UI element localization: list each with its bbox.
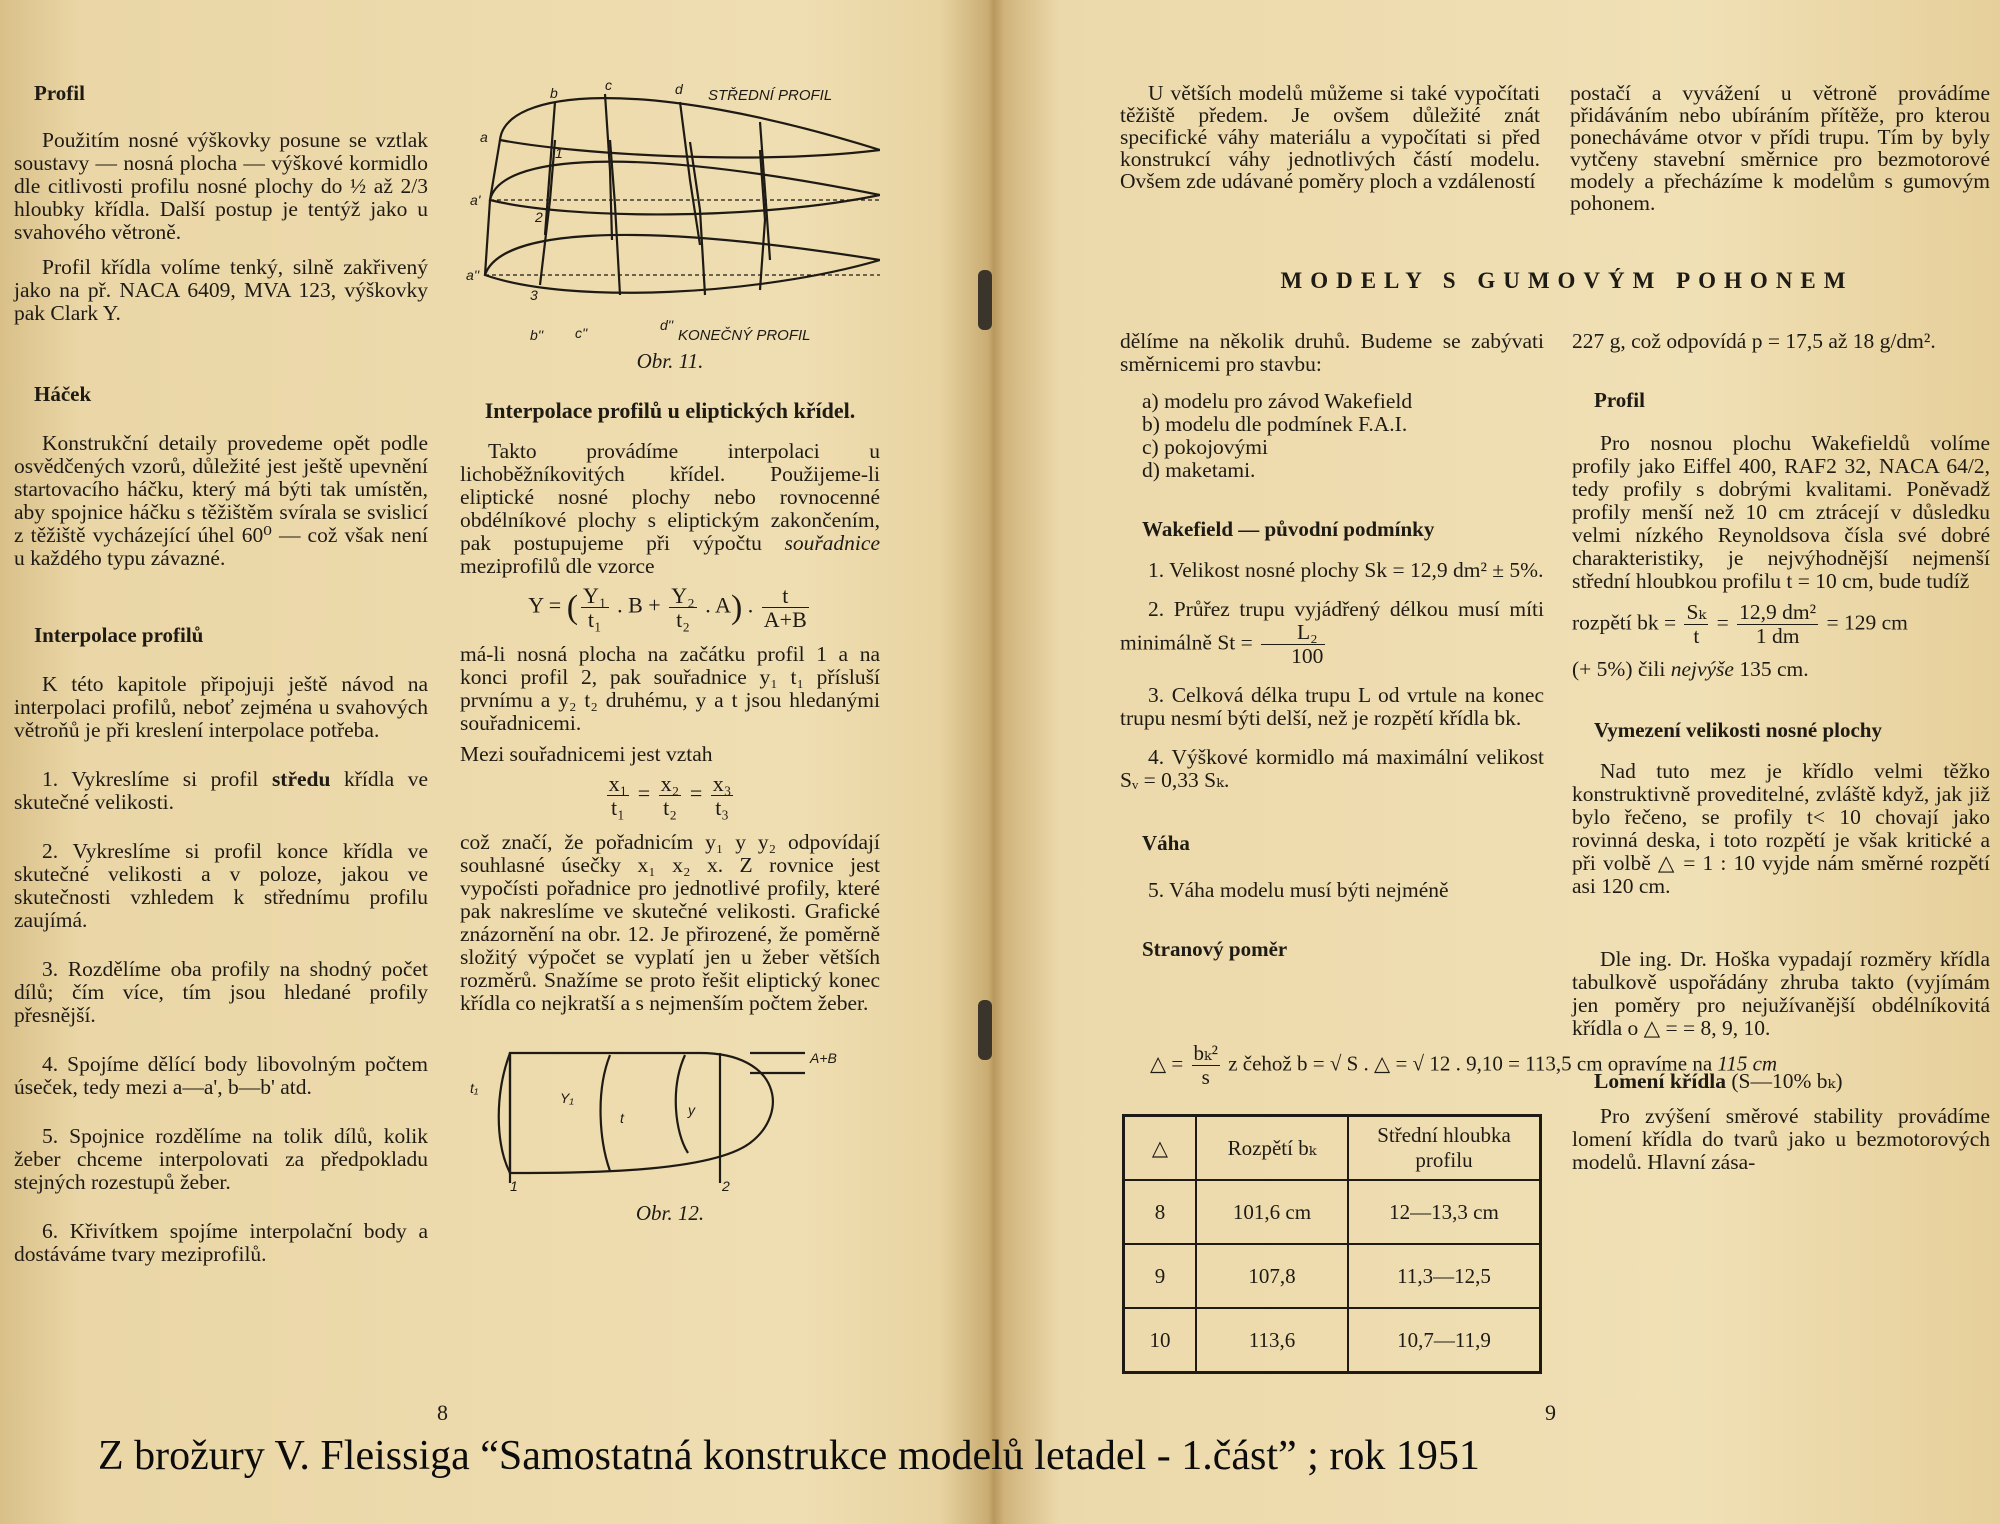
rule-4: 4. Výškové kormidlo má maximální velikost Sᵥ = 0,33 Sₖ. xyxy=(1120,745,1544,792)
table-header: Rozpětí bₖ xyxy=(1196,1116,1348,1181)
formula-rest: z čehož b = √ S . △ = √ 12 . 9,10 = 113,5 cm opravíme na xyxy=(1228,1051,1713,1076)
heading-vymezeni: Vymezení velikosti nosné plochy xyxy=(1594,718,1882,742)
svg-text:d: d xyxy=(675,81,683,97)
heading-lomeni-small: (S—10% bₖ) xyxy=(1726,1069,1843,1093)
list-item: d) maketami. xyxy=(1142,458,1256,482)
paragraph-profil-1: Použitím nosné výškovky posune se vztlak soustavy — nosná plocha — výškové kormidlo dle citlivosti profilu nosné plochy do ½ až 2/3 hloubky křídla. Další postup je tentýž jako u svahového větroně. xyxy=(14,128,428,244)
svg-text:1: 1 xyxy=(510,1178,518,1193)
heading-profil-wakefield: Profil xyxy=(1594,388,1645,412)
svg-text:b: b xyxy=(550,85,558,101)
paragraph-vymezeni: Nad tuto mez je křídlo velmi těžko konstruktivně proveditelné, zvláště když, jak již bylo řečeno, se profily t< 10 chovají jako rovinná deska, i toto rozpětí je však kritické a při volbě △ = 1 : 10 vyjde nám směrné rozpětí asi 120 cm. xyxy=(1572,759,1990,898)
rule-2-fraction xyxy=(1261,621,1325,668)
right-top-right xyxy=(1570,82,1990,226)
rule-2 xyxy=(1120,598,1544,668)
svg-text:b'': b'' xyxy=(530,327,544,343)
formula-delta-fraction xyxy=(1192,1042,1220,1089)
formula-delta-lhs: △ = xyxy=(1150,1051,1184,1076)
svg-text:a'': a'' xyxy=(466,267,480,283)
tolerance-italic: nejvýše xyxy=(1670,657,1734,681)
paragraph-tolerance xyxy=(1572,658,1990,681)
staple-top xyxy=(978,270,992,330)
formula-rozpeti-lhs: rozpětí bk = xyxy=(1572,610,1677,635)
tolerance-end: 135 cm. xyxy=(1733,657,1809,681)
rule-2-num: L₂ xyxy=(1261,621,1325,645)
heading-hacek: Háček xyxy=(34,382,92,406)
paragraph-hacek: Konstrukční detaily provedeme opět podle osvědčených vzorů, důležité jest ještě upevnění startovacího háčku, který má býti tak umístěn, aby spojnice háčku s těžištěm svírala se svislicí z těžiště vycházející úhel 60⁰ — což však není u každého typu závazné. xyxy=(14,431,428,570)
table-header: Střední hloubka profilu xyxy=(1348,1116,1541,1181)
figure-12-elliptic-wing xyxy=(460,1033,880,1193)
step-1-bold: středu xyxy=(271,767,331,791)
svg-text:Y₁: Y₁ xyxy=(560,1090,574,1106)
paragraph-intro: dělíme na několik druhů. Budeme se zabývati směrnicemi pro stavbu: xyxy=(1120,329,1544,376)
step-3: 3. Rozdělíme oba profily na shodný počet dílů; čím více, tím jsou hledané profily přesnější. xyxy=(14,957,428,1027)
table-cell: 11,3—12,5 xyxy=(1348,1244,1541,1308)
heading-eliptic: Interpolace profilů u eliptických křídel. xyxy=(484,398,856,423)
rule-2-text: 2. Průřez trupu vyjádřený délkou musí míti minimálně St = xyxy=(1120,597,1544,655)
svg-text:c: c xyxy=(605,80,612,93)
formula-rozpeti: rozpětí bk = $\frac{\text{Sₖ}}{t}$ = $\frac{\text{12,9 dm²}}{1 dm}$ = 129 cm xyxy=(1572,600,1908,648)
paragraph-weight: 227 g, což odpovídá p = 17,5 až 18 g/dm². xyxy=(1572,329,1936,353)
svg-text:t: t xyxy=(620,1110,624,1126)
heading-wakefield: Wakefield — původní podmínky xyxy=(1142,517,1435,541)
list-item: a) modelu pro závod Wakefield xyxy=(1142,389,1413,413)
formula-rozpeti-result: = 129 cm xyxy=(1826,610,1908,635)
list-item: c) pokojovými xyxy=(1142,435,1268,459)
step-1-pre: 1. Vykreslíme si profil xyxy=(42,767,272,791)
page-number-right: 9 xyxy=(1545,1400,1556,1425)
svg-text:A+B: A+B xyxy=(810,1050,837,1066)
table-header: △ xyxy=(1124,1116,1197,1181)
left-column-2 xyxy=(460,80,880,1225)
left-column-1 xyxy=(14,82,428,1278)
svg-text:c'': c'' xyxy=(575,325,588,341)
formula-delta-den: s xyxy=(1201,1065,1210,1089)
paragraph-eliptic-3: Mezi souřadnicemi jest vztah xyxy=(460,742,713,766)
heading-interpolace: Interpolace profilů xyxy=(34,623,204,647)
paragraph-eliptic-4: což značí, že pořadnicím y₁ y y₂ odpovídají souhlasné úsečky x₁ x₂ x. Z rovnice jest vypočísti pořadnice pro jednotlivé profily, které pak nakreslíme ve skutečné velikosti. Grafické znázornění na obr. 12. Je přirozené, že poměrně složitý výpočet se vyplatí jen u žeber větších rozměrů. Snažíme se proto řešit eliptický konec křídla co nejkratší a s nejmenším počtem žeber. xyxy=(460,830,880,1015)
figure-11-profiles xyxy=(460,80,880,345)
formula-rozpeti-num1: Sₖ xyxy=(1686,600,1707,624)
right-top-left xyxy=(1120,82,1540,204)
table-cell: 10 xyxy=(1124,1308,1197,1373)
svg-text:2: 2 xyxy=(535,209,543,225)
heading-vaha: Váha xyxy=(1142,831,1190,855)
step-2: 2. Vykreslíme si profil konce křídla ve skutečné velikosti a v poloze, jakou ve skutečnosti vzhledem k střednímu profilu zaujímá. xyxy=(14,839,428,932)
fig11-caption: Obr. 11. xyxy=(636,349,704,373)
wing-table xyxy=(1122,1114,1542,1374)
table-header-row xyxy=(1124,1116,1541,1181)
svg-text:a': a' xyxy=(470,192,481,208)
list-model-types xyxy=(1142,390,1544,482)
svg-text:d'': d'' xyxy=(660,317,674,333)
rule-1: 1. Velikost nosné plochy Sk = 12,9 dm² ± 5%. xyxy=(1148,558,1544,582)
heading-stranovy: Stranový poměr xyxy=(1142,937,1288,961)
paragraph-vyvazeni: postačí a vyvážení u větroně provádíme přidáváním nebo ubíráním přítěže, pro kterou ponecháváme otvor v přídi trupu. Tím by byly vytčeny stavební směrnice pro bezmotorové modely a přecházíme k modelům s gumovým pohonem. xyxy=(1570,81,1990,215)
table-cell: 113,6 xyxy=(1196,1308,1348,1373)
fig11-label-top: STŘEDNÍ PROFIL xyxy=(708,87,833,104)
paragraph-profil-wakefield: Pro nosnou plochu Wakefieldů volíme profily jako Eiffel 400, RAF2 32, NACA 64/2, tedy profily s dobrými kvalitami. Poněvadž profily menší než 10 cm ztrácejí v důsledku velmi nízkého Reynoldsova čísla své dobré charakteristiky, je nejvýhodnější nejmenší střední hloubkou profilu t = 10 cm, bude tudíž xyxy=(1572,431,1990,593)
heading-lomeni xyxy=(1594,1070,1990,1093)
paragraph-interpolace: K této kapitole připojuji ještě návod na interpolaci profilů, neboť zejména u svahových větroňů je při kreslení interpolace potřeba. xyxy=(14,672,428,742)
paragraph-eliptic-1 xyxy=(460,440,880,578)
step-4: 4. Spojíme dělící body libovolným počtem úseček, tedy mezi a—a', b—b' atd. xyxy=(14,1052,428,1099)
table-cell: 107,8 xyxy=(1196,1244,1348,1308)
fig11-label-bottom: KONEČNÝ PROFIL xyxy=(678,327,811,344)
section-title-gumovy: MODELY S GUMOVÝM POHONEM xyxy=(1280,268,1854,293)
formula-delta-num: bₖ² xyxy=(1193,1041,1218,1065)
svg-text:y: y xyxy=(688,1102,695,1118)
right-column-4 xyxy=(1572,330,1990,1186)
svg-text:1: 1 xyxy=(555,145,563,161)
heading-lomeni-bold: Lomení křídla xyxy=(1594,1069,1727,1093)
rule-2-den: 100 xyxy=(1291,644,1324,668)
formula-y: Y = ( $\frac{\text{Y₁}}{\text{t₁}}$ . B + $\frac{\text{Y₂}}{\text{t₂}}$ . A) . $\frac{t}{A+B}$ xyxy=(528,583,807,632)
table-cell: 8 xyxy=(1124,1180,1197,1244)
paragraph-eliptic-1-italic: souřadnice xyxy=(784,531,880,555)
step-5: 5. Spojnice rozdělíme na tolik dílů, kolik žeber chceme interpolovati za předpokladu stejných rozestupů žeber. xyxy=(14,1124,428,1194)
fig12-caption: Obr. 12. xyxy=(635,1201,705,1225)
paragraph-eliptic-2: má-li nosná plocha na začátku profil 1 a na konci profil 2, pak souřadnice y₁ t₁ přísluší prvnímu a y₂ t₂ druhému, y a t jsou hledanými souřadnicemi. xyxy=(460,642,880,735)
table-row xyxy=(1124,1308,1541,1373)
formula-rozpeti-den2: 1 dm xyxy=(1755,624,1800,648)
step-1-post: křídla ve skutečné velikosti. xyxy=(14,767,428,814)
staple-bottom xyxy=(978,1000,992,1060)
table-cell: 12—13,3 cm xyxy=(1348,1180,1541,1244)
svg-text:3: 3 xyxy=(530,287,538,303)
paragraph-hoska: Dle ing. Dr. Hoška vypadají rozměry křídla tabulkově uspořádány zhruba takto (vyjímám jen poměry pro nejužívanější obdélníkovitá křídla o △ = = 8, 9, 10. xyxy=(1572,947,1990,1040)
step-1 xyxy=(14,768,428,814)
svg-text:2: 2 xyxy=(722,1178,730,1193)
paragraph-eliptic-1-text: Takto provádíme interpolaci u lichoběžníkovitých křídel. Použijeme-li eliptické nosné plochy nebo rovnocenné obdélníkové plochy s eliptickým zakončením, pak postupujeme při výpočtu xyxy=(460,439,880,555)
paragraph-profil-2: Profil křídla volíme tenký, silně zakřivený jako na př. NACA 6409, MVA 123, výškovky pak Clark Y. xyxy=(14,255,428,325)
formula-rozpeti-num2: 12,9 dm² xyxy=(1739,600,1817,624)
page-number-left: 8 xyxy=(437,1400,448,1425)
list-item: b) modelu dle podmínek F.A.I. xyxy=(1142,412,1408,436)
right-column-3 xyxy=(1120,330,1544,975)
formula-rest-italic: 115 cm xyxy=(1717,1051,1778,1076)
rule-3: 3. Celková délka trupu L od vrtule na konec trupu nesmí býti delší, než je rozpětí křídla bk. xyxy=(1120,683,1544,730)
tolerance-text: (+ 5%) čili xyxy=(1572,657,1666,681)
table-cell: 10,7—11,9 xyxy=(1348,1308,1541,1373)
formula-ratio: $\frac{\text{x₁}}{\text{t₁}}$ = $\frac{\text{x₂}}{\text{t₂}}$ = $\frac{\text{x₃}}{\text{t₃}}$ xyxy=(608,771,732,820)
table-cell: 101,6 cm xyxy=(1196,1180,1348,1244)
table-row xyxy=(1124,1180,1541,1244)
rule-5: 5. Váha modelu musí býti nejméně xyxy=(1148,878,1449,902)
footer-caption: Z brožury V. Fleissiga “Samostatná konstrukce modelů letadel - 1.část” ; rok 1951 xyxy=(98,1433,1480,1479)
paragraph-lomeni: Pro zvýšení směrové stability provádíme lomení křídla do tvarů jako u bezmotorových modelů. Hlavní zása- xyxy=(1572,1104,1990,1174)
table-row xyxy=(1124,1244,1541,1308)
heading-profil: Profil xyxy=(34,81,85,105)
formula-y-lhs: Y = xyxy=(528,592,562,618)
svg-text:a: a xyxy=(480,129,488,145)
table-cell: 9 xyxy=(1124,1244,1197,1308)
formula-rozpeti-den1: t xyxy=(1693,624,1700,648)
step-6: 6. Křivítkem spojíme interpolační body a dostáváme tvary meziprofilů. xyxy=(14,1219,428,1266)
svg-text:t₁: t₁ xyxy=(470,1080,479,1096)
paragraph-eliptic-1-end: meziprofilů dle vzorce xyxy=(460,554,655,578)
paragraph-tezise: U větších modelů můžeme si také vypočítati těžiště předem. Je ovšem důležité znát specifické váhy materiálu a vypočítati si před konstrukcí váhy jednotlivých částí modelu. Ovšem zde udávané poměry ploch a vzdáleností xyxy=(1120,81,1540,193)
